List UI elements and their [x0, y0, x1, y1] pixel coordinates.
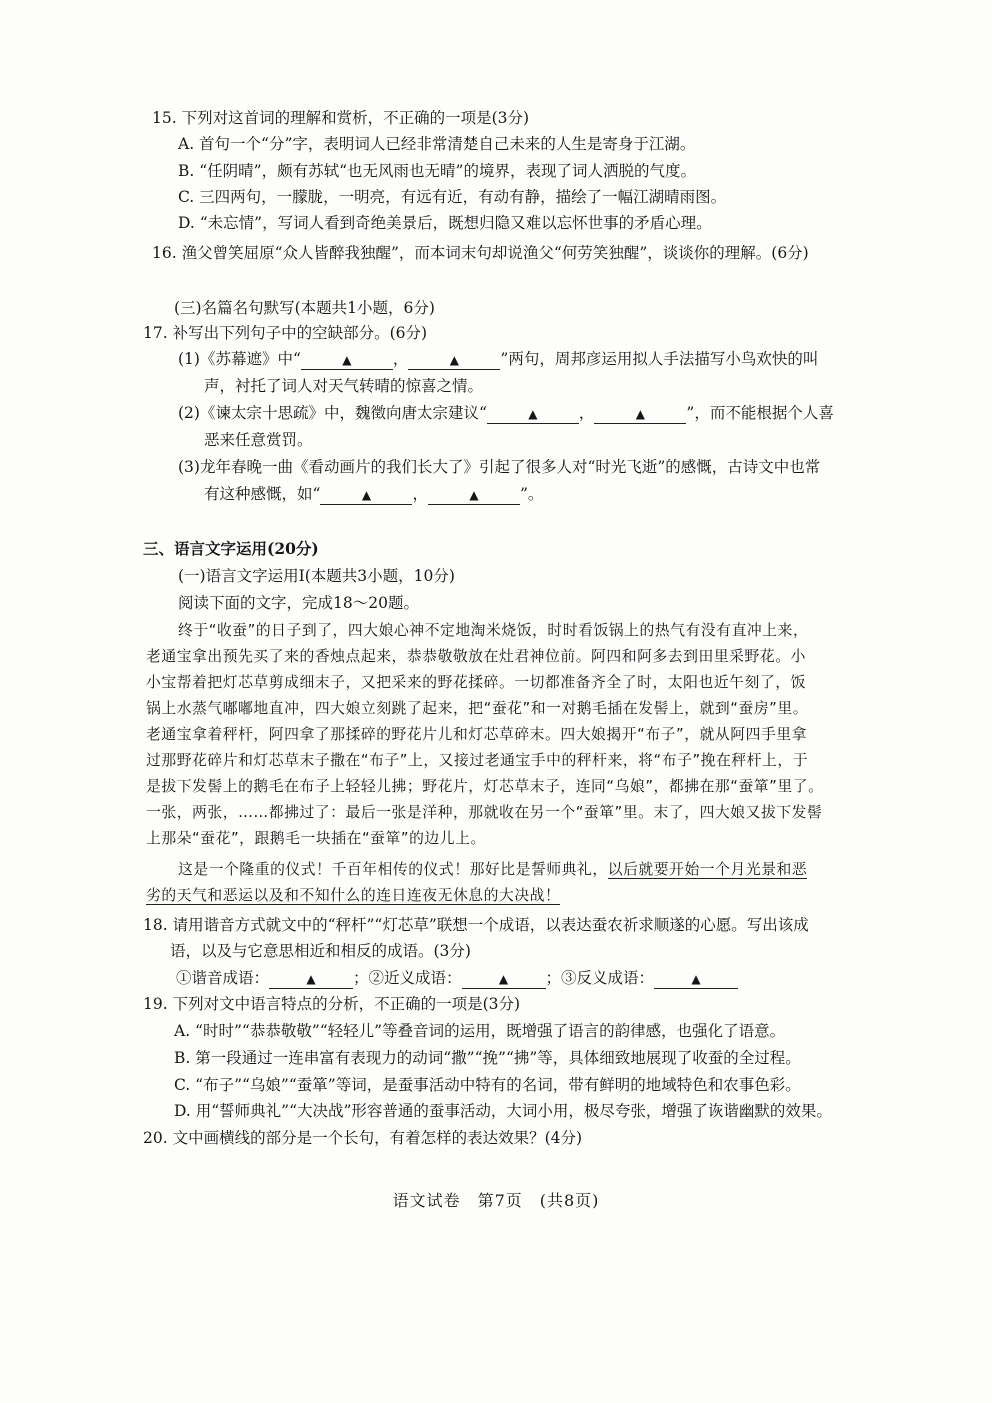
q19-option-a: A. “时时”“恭恭敬敬”“轻轻儿”等叠音词的运用，既增强了语言的韵律感，也强化了语意。 — [174, 1022, 786, 1040]
q17-part2-line1 — [178, 401, 834, 425]
q15-option-a: A. 首句一个“分”字，表明词人已经非常清楚自己未来的人生是寄身于江湖。 — [178, 135, 696, 153]
q15-option-c: C. 三四两句，一朦胧，一明亮，有远有近，有动有静，描绘了一幅江湖晴雨图。 — [178, 188, 727, 206]
passage-line: 小宝帮着把灯芯草剪成细末子，又把采来的野花揉碎。一切都准备齐全了时，太阳也近午刻了，饭 — [146, 674, 806, 691]
comma: ， — [412, 485, 428, 503]
passage-line: 是拔下发髻上的鹅毛在布子上轻轻儿拂；野花片，灯芯草末子，连同“乌娘”，都拂在那“蚕箪”里了。 — [146, 778, 824, 795]
q19-option-c: C. “布子”“乌娘”“蚕箪”等词，是蚕事活动中特有的名词，带有鲜明的地域特色和农事色彩。 — [174, 1076, 801, 1094]
part3-subtitle: (一)语言文字运用Ⅰ(本题共3小题，10分) — [178, 567, 455, 585]
q15-stem: 15. 下列对这首词的理解和赏析，不正确的一项是(3分) — [152, 109, 530, 127]
passage-line: 老通宝拿出预先买了来的香烛点起来，恭恭敬敬放在灶君神位前。阿四和阿多去到田里采野花。小 — [146, 648, 806, 665]
q19-stem: 19. 下列对文中语言特点的分析，不正确的一项是(3分) — [143, 995, 521, 1013]
q17-part3-line2 — [204, 482, 543, 506]
answer-blank[interactable]: ▲ — [654, 971, 738, 989]
q18-label-b: ；②近义成语： — [353, 969, 462, 987]
answer-blank[interactable]: ▲ — [594, 406, 686, 424]
q18-label-c: ；③反义成语： — [545, 969, 655, 987]
answer-blank[interactable]: ▲ — [428, 487, 520, 505]
comma: ， — [392, 350, 409, 368]
q18-answers — [176, 966, 738, 990]
passage-line: 过那野花碎片和灯芯草末子撒在“布子”上，又接过老通宝手中的秤杆来，将“布子”挽在秤杆上，于 — [146, 752, 809, 769]
answer-blank[interactable]: ▲ — [487, 406, 579, 424]
reading-instruction: 阅读下面的文字，完成18～20题。 — [178, 594, 419, 612]
answer-blank[interactable]: ▲ — [462, 971, 546, 989]
passage-paragraph2-line1 — [178, 858, 807, 882]
q17-part1-line1 — [178, 347, 818, 371]
closing-quote: ”。 — [519, 485, 544, 503]
q17-stem: 17. 补写出下列句子中的空缺部分。(6分) — [143, 324, 428, 342]
page-footer: 语文试卷 第7页 (共8页) — [392, 1191, 600, 1210]
q17-part3-text-b: 有这种感慨，如“ — [204, 485, 321, 503]
q17-part1-line2: 声，衬托了词人对天气转晴的惊喜之情。 — [204, 377, 484, 395]
q19-option-d: D. 用“誓师典礼”“大决战”形容普通的蚕事活动，大词小用，极尽夸张，增强了诙谐幽默的效果。 — [174, 1102, 832, 1120]
part3-title: 三、语言文字运用(20分) — [143, 539, 319, 558]
q18-stem-line1: 18. 请用谐音方式就文中的“秤杆”“灯芯草”联想一个成语，以表达蚕农祈求顺遂的心愿。写出该成 — [143, 916, 809, 934]
q17-part3-line1: (3)龙年春晚一曲《看动画片的我们长大了》引起了很多人对“时光飞逝”的感慨，古诗文中也常 — [178, 458, 821, 476]
section-recitation-title: (三)名篇名句默写(本题共1小题，6分) — [174, 299, 435, 317]
underlined-long-sentence: 以后就要开始一个月光景和恶 — [607, 861, 808, 878]
q20-stem: 20. 文中画横线的部分是一个长句，有着怎样的表达效果？(4分) — [143, 1129, 583, 1147]
q19-option-b: B. 第一段通过一连串富有表现力的动词“撒”“挽”“拂”等，具体细致地展现了收蚕的全过程。 — [174, 1049, 801, 1067]
passage-line: 终于“收蚕”的日子到了，四大娘心神不定地淘米烧饭，时时看饭锅上的热气有没有直冲上来， — [178, 622, 809, 639]
q17-part1-text-a: (1)《苏幕遮》中“ — [178, 350, 301, 368]
answer-blank[interactable]: ▲ — [301, 352, 393, 370]
answer-blank[interactable]: ▲ — [269, 971, 353, 989]
q17-part1-text-c: ”两句，周邦彦运用拟人手法描写小鸟欢快的叫 — [500, 350, 819, 368]
q15-option-b: B. “任阴晴”，颇有苏轼“也无风雨也无晴”的境界，表现了词人洒脱的气度。 — [178, 162, 696, 180]
q16-stem: 16. 渔父曾笑屈原“众人皆醉我独醒”，而本词末句却说渔父“何劳笑独醒”，谈谈你的理解。(6分) — [152, 244, 809, 262]
comma: ， — [578, 404, 595, 422]
passage-line: 上那朵“蚕花”，跟鹅毛一块插在“蚕箪”的边儿上。 — [146, 830, 486, 847]
passage2-text: 这是一个隆重的仪式！千百年相传的仪式！那好比是誓师典礼， — [178, 861, 608, 878]
answer-blank[interactable]: ▲ — [320, 487, 412, 505]
q15-option-d: D. “未忘情”，写词人看到奇绝美景后，既想归隐又难以忘怀世事的矛盾心理。 — [178, 214, 712, 232]
answer-blank[interactable]: ▲ — [408, 352, 500, 370]
passage-line: 锅上水蒸气嘟嘟地直冲，四大娘立刻跳了起来，把“蚕花”和一对鹅毛插在发髻上，就到“蚕房”里。 — [146, 700, 809, 717]
q17-part2-text-c: ”，而不能根据个人喜 — [686, 404, 834, 422]
underlined-long-sentence: 劣的天气和恶运以及和不知什么的连日连夜无休息的大决战！ — [146, 887, 561, 904]
q17-part2-text-a: (2)《谏太宗十思疏》中，魏徵向唐太宗建议“ — [178, 404, 487, 422]
passage-line: 一张，两张，……都拂过了：最后一张是洋种，那就收在另一个“蚕箪”里。末了，四大娘又拔下发髻 — [146, 804, 823, 821]
q18-stem-line2: 语，以及与它意思相近和相反的成语。(3分) — [170, 942, 471, 960]
passage-line: 老通宝拿着秤杆，阿四拿了那揉碎的野花片儿和灯芯草碎末。四大娘揭开“布子”，就从阿四手里拿 — [146, 726, 808, 743]
q17-part2-line2: 恶来任意赏罚。 — [204, 431, 313, 449]
passage-paragraph2-line2 — [146, 884, 560, 908]
q18-label-a: ①谐音成语： — [176, 969, 270, 987]
